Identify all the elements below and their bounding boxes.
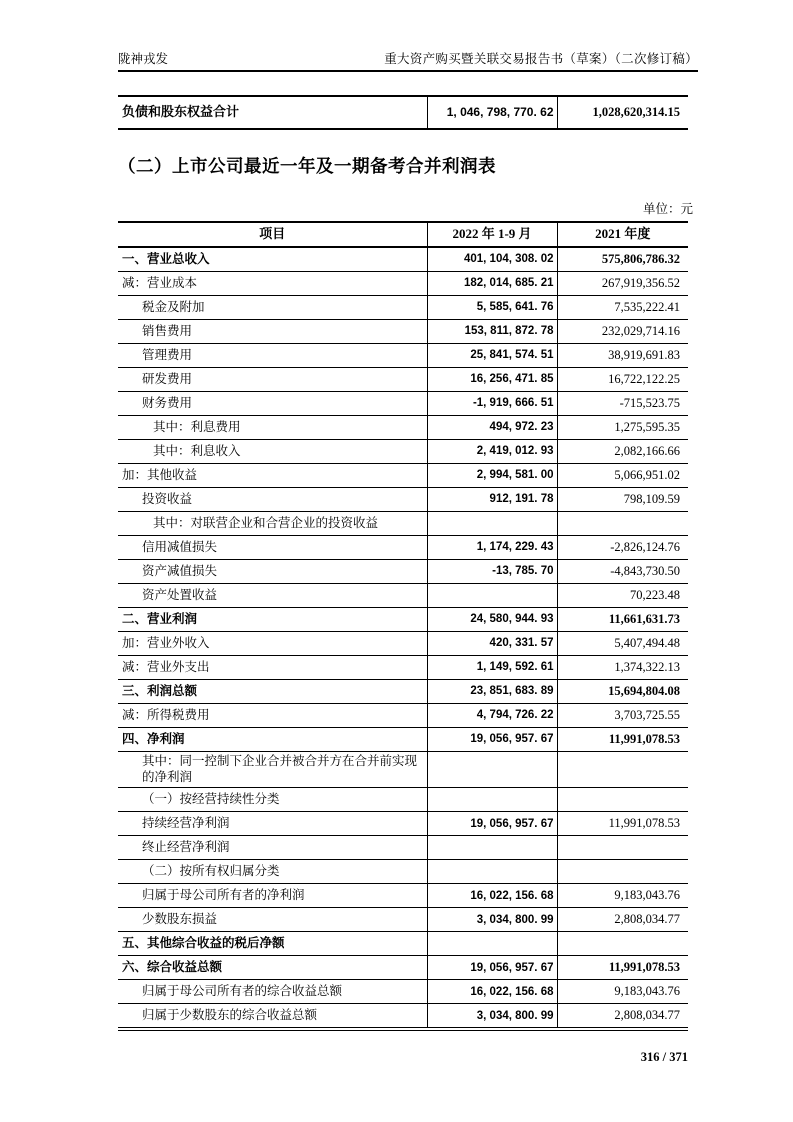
section-title: （二）上市公司最近一年及一期备考合并利润表 bbox=[118, 156, 496, 176]
item-cell: 管理费用 bbox=[142, 347, 193, 362]
page-header bbox=[118, 49, 698, 72]
column-header-2022: 2022 年 1-9 月 bbox=[427, 222, 557, 247]
value-2022-cell: 25, 841, 574. 51 bbox=[427, 344, 557, 368]
item-cell: 其中：同一控制下企业合并被合并方在合并前实现的净利润 bbox=[142, 754, 418, 784]
item-cell: 研发费用 bbox=[142, 371, 193, 386]
item-cell: 六、综合收益总额 bbox=[122, 959, 223, 974]
value-2021-cell: 2,082,166.66 bbox=[614, 443, 680, 458]
value-2021-cell bbox=[557, 860, 688, 884]
table-row bbox=[118, 96, 688, 129]
value-2022-cell bbox=[427, 836, 557, 860]
value-2021-cell: 7,535,222.41 bbox=[614, 299, 680, 314]
value-2022-cell bbox=[427, 584, 557, 608]
value-2021-cell: 575,806,786.32 bbox=[601, 251, 680, 266]
value-2022-cell: 494, 972. 23 bbox=[427, 416, 557, 440]
table-row bbox=[118, 884, 688, 908]
table-row bbox=[118, 860, 688, 884]
table-row bbox=[118, 296, 688, 320]
item-cell: 信用减值损失 bbox=[142, 539, 218, 554]
value-2022-cell bbox=[427, 932, 557, 956]
table-row bbox=[118, 560, 688, 584]
table-row bbox=[118, 704, 688, 728]
income-statement-table bbox=[118, 221, 688, 1031]
value-2022-cell: 1, 174, 229. 43 bbox=[427, 536, 557, 560]
table-row bbox=[118, 908, 688, 932]
column-header-2021: 2021 年度 bbox=[595, 226, 651, 242]
value-2022-cell: 3, 034, 800. 99 bbox=[427, 908, 557, 932]
value-2022-cell: 16, 022, 156. 68 bbox=[427, 980, 557, 1004]
table-row bbox=[118, 980, 688, 1004]
table-row bbox=[118, 752, 688, 788]
table-row bbox=[118, 416, 688, 440]
value-2021-cell: -4,843,730.50 bbox=[610, 563, 680, 578]
value-2022-cell: -1, 919, 666. 51 bbox=[427, 392, 557, 416]
table-row bbox=[118, 836, 688, 860]
value-2021-cell: 11,991,078.53 bbox=[608, 731, 680, 746]
table-row bbox=[118, 464, 688, 488]
table-row bbox=[118, 956, 688, 980]
item-cell: 三、利润总额 bbox=[122, 683, 198, 698]
table-row bbox=[118, 788, 688, 812]
unit-label: 单位：元 bbox=[642, 202, 693, 216]
income-statement-header bbox=[118, 222, 688, 247]
item-cell: 财务费用 bbox=[142, 395, 193, 410]
value-2021-cell bbox=[557, 932, 688, 956]
table-row bbox=[118, 488, 688, 512]
table-row bbox=[118, 608, 688, 632]
value-2022-cell: 23, 851, 683. 89 bbox=[427, 680, 557, 704]
value-2021-cell: 9,183,043.76 bbox=[614, 887, 680, 902]
value-2021-cell bbox=[557, 836, 688, 860]
item-cell: 加：营业外收入 bbox=[122, 635, 210, 650]
value-2022-cell: 5, 585, 641. 76 bbox=[427, 296, 557, 320]
value-2021-cell: 15,694,804.08 bbox=[608, 683, 680, 698]
value-2021-cell: 1,028,620,314.15 bbox=[592, 104, 680, 119]
value-2022-cell: 19, 056, 957. 67 bbox=[427, 812, 557, 836]
value-2021-cell: 38,919,691.83 bbox=[608, 347, 680, 362]
table-row bbox=[118, 272, 688, 296]
value-2021-cell: 9,183,043.76 bbox=[614, 983, 680, 998]
value-2021-cell: 2,808,034.77 bbox=[614, 911, 680, 926]
item-cell: 归属于少数股东的综合收益总额 bbox=[142, 1007, 318, 1022]
value-2021-cell: 1,374,322.13 bbox=[614, 659, 680, 674]
value-2022-cell: 153, 811, 872. 78 bbox=[427, 320, 557, 344]
value-2022-cell: 16, 256, 471. 85 bbox=[427, 368, 557, 392]
value-2022-cell: 24, 580, 944. 93 bbox=[427, 608, 557, 632]
page-header-company: 陇神戎发 bbox=[118, 52, 169, 66]
item-cell: 其中：对联营企业和合营企业的投资收益 bbox=[153, 515, 379, 530]
table-row bbox=[118, 932, 688, 956]
item-cell: 减：营业成本 bbox=[122, 275, 198, 290]
item-cell: 归属于母公司所有者的综合收益总额 bbox=[142, 983, 343, 998]
item-cell: 四、净利润 bbox=[122, 731, 185, 746]
table-row bbox=[118, 656, 688, 680]
item-cell: 负债和股东权益合计 bbox=[122, 104, 240, 120]
value-2021-cell: 5,066,951.02 bbox=[614, 467, 680, 482]
table-row bbox=[118, 320, 688, 344]
table-row bbox=[118, 392, 688, 416]
item-cell: 少数股东损益 bbox=[142, 911, 218, 926]
item-cell: 加：其他收益 bbox=[122, 467, 198, 482]
value-2022-cell bbox=[427, 512, 557, 536]
value-2022-cell bbox=[427, 788, 557, 812]
item-cell: 终止经营净利润 bbox=[142, 839, 230, 854]
table-row bbox=[118, 536, 688, 560]
value-2021-cell bbox=[557, 752, 688, 788]
value-2022-cell: 16, 022, 156. 68 bbox=[427, 884, 557, 908]
value-2022-cell: 2, 419, 012. 93 bbox=[427, 440, 557, 464]
table-row bbox=[118, 680, 688, 704]
item-cell: 减：营业外支出 bbox=[122, 659, 210, 674]
page-header-report-title: 重大资产购买暨关联交易报告书（草案）（二次修订稿） bbox=[384, 52, 698, 66]
item-cell: 税金及附加 bbox=[142, 299, 205, 314]
item-cell: （二）按所有权归属分类 bbox=[142, 863, 280, 878]
value-2021-cell: 2,808,034.77 bbox=[614, 1007, 680, 1022]
value-2021-cell: 1,275,595.35 bbox=[614, 419, 680, 434]
value-2021-cell bbox=[557, 512, 688, 536]
table-row bbox=[118, 440, 688, 464]
table-row bbox=[118, 247, 688, 272]
value-2021-cell: 798,109.59 bbox=[623, 491, 680, 506]
table-row bbox=[118, 632, 688, 656]
value-2021-cell: -2,826,124.76 bbox=[610, 539, 680, 554]
value-2022-cell: 19, 056, 957. 67 bbox=[427, 956, 557, 980]
balance-total-table bbox=[118, 95, 688, 130]
item-cell: 持续经营净利润 bbox=[142, 815, 230, 830]
column-header-item: 项目 bbox=[259, 226, 286, 242]
value-2021-cell: 267,919,356.52 bbox=[601, 275, 680, 290]
item-cell: 资产减值损失 bbox=[142, 563, 218, 578]
value-2021-cell: 3,703,725.55 bbox=[614, 707, 680, 722]
value-2021-cell: 5,407,494.48 bbox=[614, 635, 680, 650]
page-footer bbox=[118, 1050, 688, 1065]
header-row bbox=[118, 222, 688, 247]
value-2022-cell: 401, 104, 308. 02 bbox=[427, 247, 557, 272]
table-row bbox=[118, 728, 688, 752]
value-2022-cell: 3, 034, 800. 99 bbox=[427, 1004, 557, 1030]
value-2022-cell: 19, 056, 957. 67 bbox=[427, 728, 557, 752]
value-2022-cell: 182, 014, 685. 21 bbox=[427, 272, 557, 296]
value-2021-cell: -715,523.75 bbox=[619, 395, 680, 410]
value-2022-cell: 420, 331. 57 bbox=[427, 632, 557, 656]
value-2021-cell: 70,223.48 bbox=[630, 587, 680, 602]
item-cell: 其中：利息收入 bbox=[153, 443, 241, 458]
item-cell: （一）按经营持续性分类 bbox=[142, 791, 280, 806]
value-2021-cell: 16,722,122.25 bbox=[608, 371, 680, 386]
value-2022-cell: 4, 794, 726. 22 bbox=[427, 704, 557, 728]
value-2022-cell bbox=[427, 860, 557, 884]
page-number: 316 / 371 bbox=[640, 1050, 688, 1065]
item-cell: 其中：利息费用 bbox=[153, 419, 241, 434]
value-2022-cell: -13, 785. 70 bbox=[427, 560, 557, 584]
value-2021-cell bbox=[557, 788, 688, 812]
value-2022-cell: 912, 191. 78 bbox=[427, 488, 557, 512]
item-cell: 五、其他综合收益的税后净额 bbox=[122, 935, 285, 950]
value-2022-cell bbox=[427, 752, 557, 788]
value-2021-cell: 11,991,078.53 bbox=[608, 959, 680, 974]
item-cell: 一、营业总收入 bbox=[122, 251, 210, 266]
item-cell: 归属于母公司所有者的净利润 bbox=[142, 887, 305, 902]
income-statement-body bbox=[118, 247, 688, 1029]
value-2022-cell: 2, 994, 581. 00 bbox=[427, 464, 557, 488]
item-cell: 资产处置收益 bbox=[142, 587, 218, 602]
table-row bbox=[118, 812, 688, 836]
value-2021-cell: 11,661,631.73 bbox=[608, 611, 680, 626]
table-row bbox=[118, 512, 688, 536]
value-2021-cell: 232,029,714.16 bbox=[601, 323, 680, 338]
value-2022-cell: 1, 046, 798, 770. 62 bbox=[427, 96, 557, 129]
item-cell: 二、营业利润 bbox=[122, 611, 198, 626]
item-cell: 销售费用 bbox=[142, 323, 193, 338]
item-cell: 减：所得税费用 bbox=[122, 707, 210, 722]
table-row bbox=[118, 344, 688, 368]
table-row bbox=[118, 368, 688, 392]
balance-total-table-body bbox=[118, 96, 688, 129]
table-row bbox=[118, 584, 688, 608]
table-row bbox=[118, 1004, 688, 1030]
item-cell: 投资收益 bbox=[142, 491, 193, 506]
value-2022-cell: 1, 149, 592. 61 bbox=[427, 656, 557, 680]
value-2021-cell: 11,991,078.53 bbox=[608, 815, 680, 830]
